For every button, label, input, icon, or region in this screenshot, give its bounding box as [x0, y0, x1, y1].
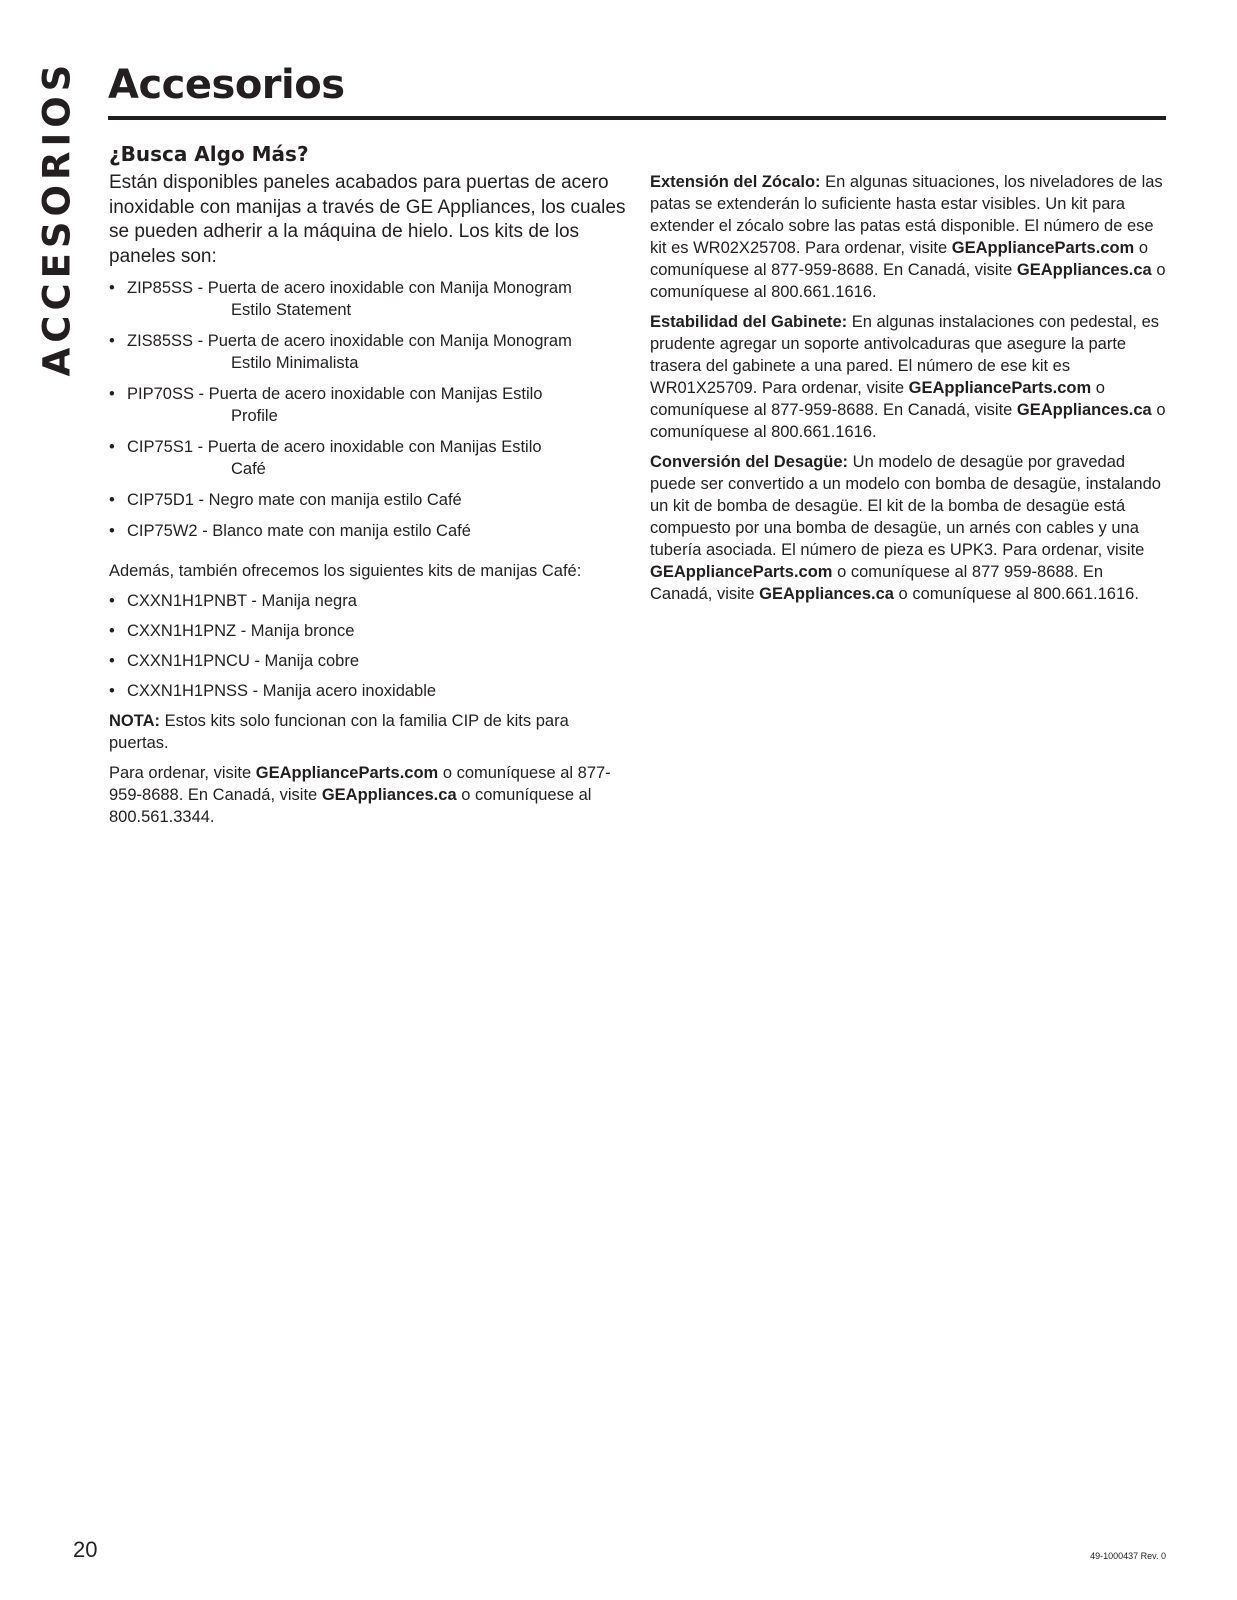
paragraph-text: En algunas situaciones, los niveladores de las patas se extenderán lo suficiente hasta estar visibles. Un kit para extender el zócalo sobre las patas está disponible. El número de ese kit es WR02X25708. Para ordenar, visite [650, 173, 1163, 257]
parts-site-link: GEApplianceParts.com [255, 764, 439, 782]
paragraph-text: o comuníquese al 877 959-8688. En Canadá, visite [650, 563, 1104, 603]
canada-site-link: GEAppliances.ca [321, 786, 457, 804]
kit-line: PIP70SS - Puerta de acero inoxidable con Manijas Estilo [127, 385, 543, 403]
drain-conversion-paragraph [650, 451, 1170, 605]
parts-site-link: GEApplianceParts.com [908, 379, 1092, 397]
note-paragraph [109, 710, 629, 754]
intro-paragraph: Están disponibles paneles acabados para puertas de acero inoxidable con manijas a través de GE Appliances, los cuales se pueden adherir a la máquina de hielo. Los kits de los paneles son: [109, 172, 626, 267]
list-item [109, 436, 629, 480]
note-text: Estos kits solo funcionan con la familia CIP de kits para puertas. [109, 712, 569, 752]
side-tab-label: ACCESORIOS [35, 59, 79, 377]
list-item: • CXXN1H1PNSS - Manija acero inoxidable [109, 680, 629, 702]
list-item [109, 489, 629, 511]
left-column [109, 142, 629, 836]
list-item [109, 520, 629, 542]
note-label: NOTA: [109, 712, 161, 730]
list-item [109, 277, 629, 321]
paragraph-text: o comuníquese al 800.661.1616. [650, 401, 1166, 441]
kit-line: ZIS85SS - Puerta de acero inoxidable con Manija Monogram [127, 332, 572, 350]
handles-intro: Además, también ofrecemos los siguientes kits de manijas Café: [109, 562, 582, 580]
title-divider [108, 116, 1166, 120]
kit-line-cont: Profile [231, 407, 278, 425]
plinth-extension-paragraph [650, 171, 1170, 303]
section-subheading: ¿Busca Algo Más? [109, 142, 309, 166]
kit-line-cont: Café [231, 460, 266, 478]
list-item: • CXXN1H1PNZ - Manija bronce [109, 620, 629, 642]
paragraph-text: o comuníquese al 800.661.1616. [893, 585, 1139, 603]
order-paragraph [109, 762, 629, 828]
parts-site-link: GEApplianceParts.com [951, 239, 1135, 257]
paragraph-label: Estabilidad del Gabinete: [650, 313, 848, 331]
order-text: o comuníquese al 800.561.3344. [109, 786, 592, 826]
kit-line-cont: Estilo Statement [231, 301, 352, 319]
page-title: Accesorios [108, 62, 345, 108]
kit-line: ZIP85SS - Puerta de acero inoxidable con Manija Monogram [127, 279, 572, 297]
kit-line: CIP75S1 - Puerta de acero inoxidable con Manijas Estilo [127, 438, 542, 456]
panel-kit-list [109, 277, 629, 542]
kit-line: CIP75D1 - Negro mate con manija estilo Café [127, 491, 462, 509]
list-item [109, 383, 629, 427]
list-item [109, 330, 629, 374]
paragraph-label: Extensión del Zócalo: [650, 173, 821, 191]
right-column [650, 171, 1170, 613]
canada-site-link: GEAppliances.ca [1016, 401, 1152, 419]
parts-site-link: GEApplianceParts.com [650, 563, 833, 581]
canada-site-link: GEAppliances.ca [1016, 261, 1152, 279]
list-item: • CXXN1H1PNCU - Manija cobre [109, 650, 629, 672]
list-item: • CXXN1H1PNBT - Manija negra [109, 590, 629, 612]
paragraph-text: o comuníquese al 877-959-8688. En Canadá, visite [650, 379, 1105, 419]
paragraph-text: o comuníquese al 800.661.1616. [650, 261, 1166, 301]
handle-kit-list [109, 590, 629, 702]
paragraph-text: o comuníquese al 877-959-8688. En Canadá, visite [650, 239, 1148, 279]
order-text: Para ordenar, visite [109, 764, 256, 782]
kit-line-cont: Estilo Minimalista [231, 354, 359, 372]
document-code: 49-1000437 Rev. 0 [1090, 1551, 1166, 1561]
cabinet-stability-paragraph [650, 311, 1170, 443]
kit-line: CIP75W2 - Blanco mate con manija estilo Café [127, 522, 471, 540]
page-number: 20 [73, 1537, 98, 1562]
paragraph-text: Un modelo de desagüe por gravedad puede ser convertido a un modelo con bomba de desagüe, instalando un kit de bomba de desagüe. El kit de la bomba de desagüe está compuesto por una bomba de desagüe, un arnés con cables y una tubería asociada. El número de pieza es UPK3. Para ordenar, visite [650, 453, 1161, 559]
order-text: o comuníquese al 877-959-8688. En Canadá, visite [109, 764, 611, 804]
paragraph-label: Conversión del Desagüe: [650, 453, 849, 471]
paragraph-text: En algunas instalaciones con pedestal, es prudente agregar un soporte antivolcaduras que asegure la parte trasera del gabinete a una pared. El número de ese kit es WR01X25709. Para ordenar, visite [650, 313, 1159, 397]
section-side-tab [34, 59, 80, 377]
canada-site-link: GEAppliances.ca [759, 585, 894, 603]
